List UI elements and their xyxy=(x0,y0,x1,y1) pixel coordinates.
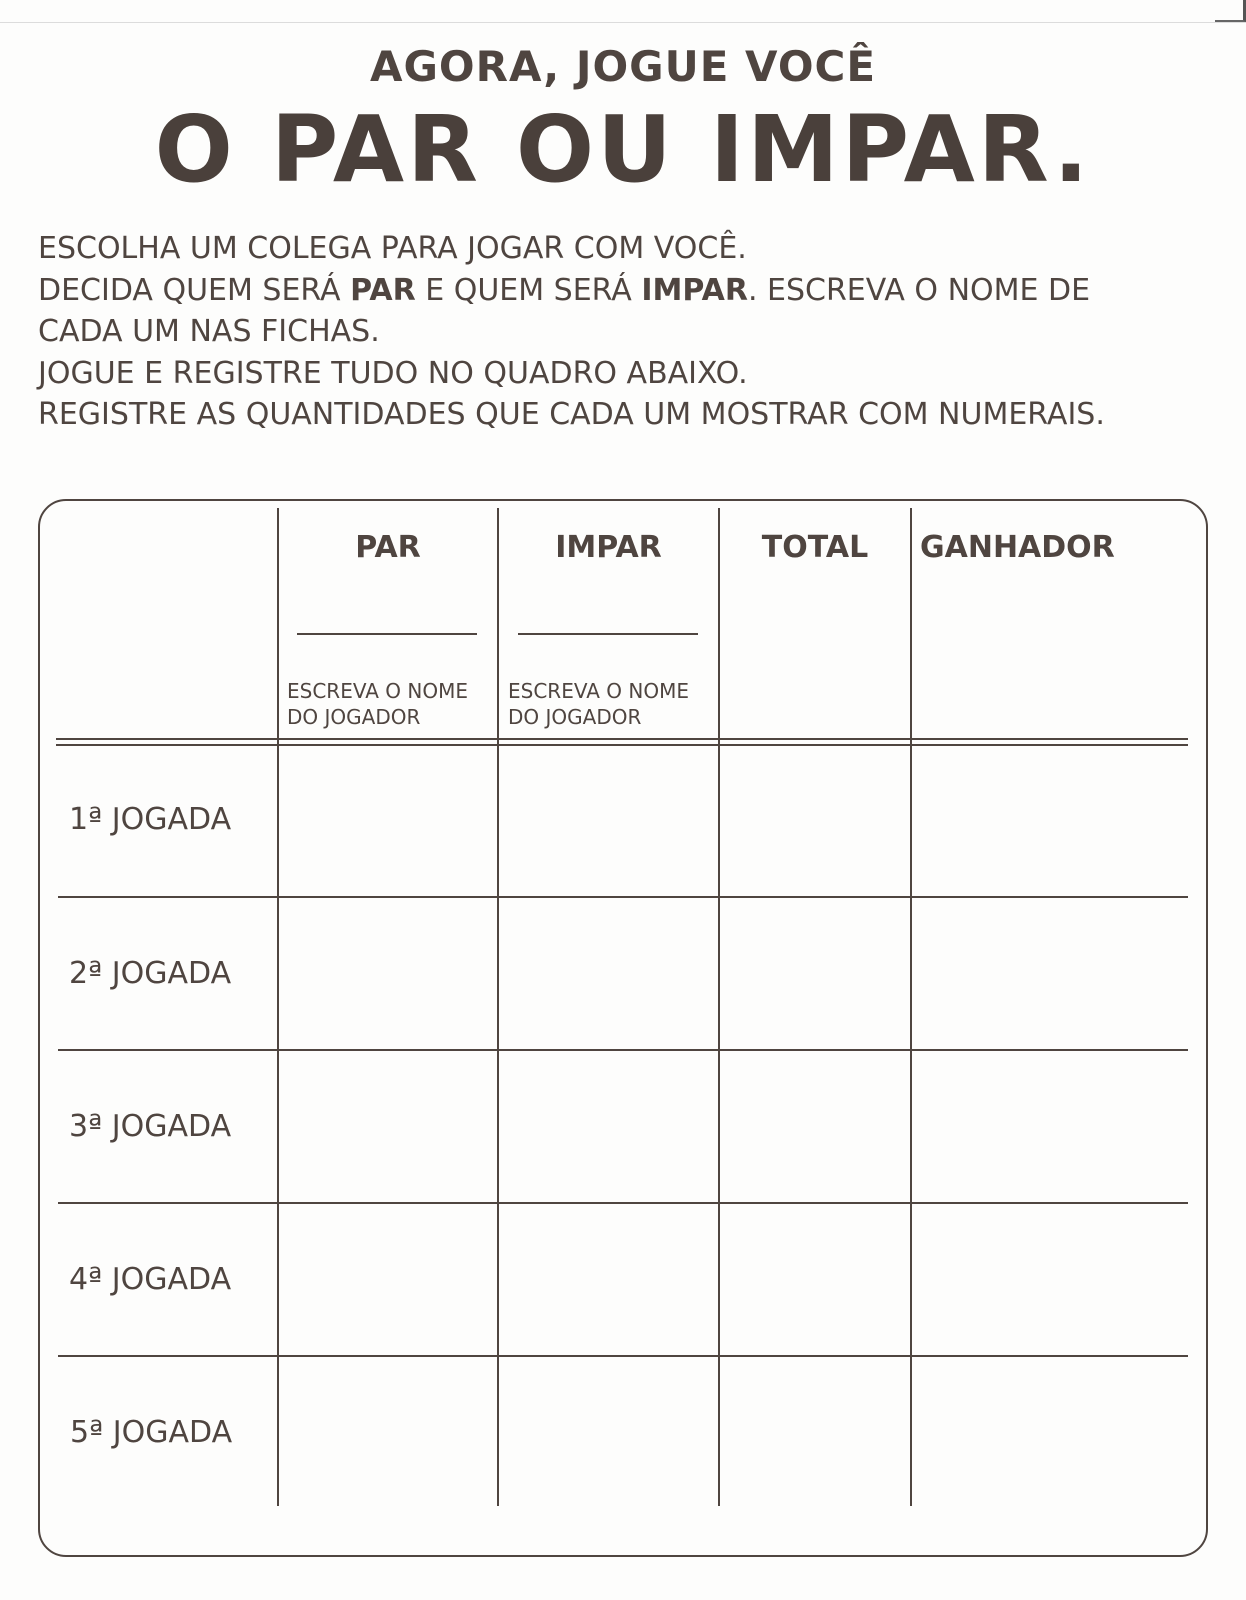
hint-line: DO JOGADOR xyxy=(508,705,642,729)
table-cell[interactable] xyxy=(720,746,909,895)
table-cell[interactable] xyxy=(279,1204,496,1354)
table-cell[interactable] xyxy=(912,1357,1188,1505)
instruction-line-3: CADA UM NAS FICHAS. xyxy=(38,314,380,349)
hint-line: ESCREVA O NOME xyxy=(508,679,689,703)
instruction-line-5: REGISTRE AS QUANTIDADES QUE CADA UM MOSTRAR COM NUMERAIS. xyxy=(38,397,1105,432)
instruction-text: . ESCREVA O NOME DE xyxy=(747,272,1091,308)
column-header-impar: IMPAR xyxy=(555,530,662,565)
column-header-total: TOTAL xyxy=(761,530,869,565)
table-cell[interactable] xyxy=(499,1204,717,1354)
table-cell[interactable] xyxy=(720,1357,909,1505)
row-label-jogada-2: 2ª JOGADA xyxy=(69,956,232,991)
instruction-line-4: JOGUE E REGISTRE TUDO NO QUADRO ABAIXO. xyxy=(38,355,748,391)
table-cell[interactable] xyxy=(499,746,717,895)
table-cell[interactable] xyxy=(279,898,496,1048)
table-cell[interactable] xyxy=(912,1204,1188,1354)
hint-line: DO JOGADOR xyxy=(287,705,421,729)
par-name-hint xyxy=(287,678,468,730)
table-cell[interactable] xyxy=(279,1357,496,1505)
table-cell[interactable] xyxy=(499,1051,717,1201)
table-cell[interactable] xyxy=(279,746,496,895)
table-cell[interactable] xyxy=(912,1051,1188,1201)
impar-name-hint xyxy=(508,678,689,730)
subtitle: AGORA, JOGUE VOCÊ xyxy=(369,42,877,91)
page-title: O PAR OU IMPAR. xyxy=(154,96,1092,203)
table-cell[interactable] xyxy=(279,1051,496,1201)
impar-player-name-field[interactable] xyxy=(518,633,698,635)
row-label-jogada-1: 1ª JOGADA xyxy=(69,802,232,837)
table-cell[interactable] xyxy=(720,898,909,1048)
column-header-ganhador: GANHADOR xyxy=(920,530,1115,565)
instruction-text: DECIDA QUEM SERÁ xyxy=(38,272,351,308)
row-label-jogada-4: 4ª JOGADA xyxy=(69,1262,232,1297)
table-cell[interactable] xyxy=(499,1357,717,1505)
table-cell[interactable] xyxy=(720,1051,909,1201)
instruction-line-1: ESCOLHA UM COLEGA PARA JOGAR COM VOCÊ. xyxy=(38,231,747,266)
table-cell[interactable] xyxy=(912,898,1188,1048)
impar-emphasis: IMPAR xyxy=(641,272,748,308)
row-label-jogada-3: 3ª JOGADA xyxy=(69,1109,232,1144)
table-cell[interactable] xyxy=(499,898,717,1048)
header-divider xyxy=(56,738,1188,740)
table-cell[interactable] xyxy=(912,746,1188,895)
instruction-text: E QUEM SERÁ xyxy=(415,272,642,308)
table-cell[interactable] xyxy=(720,1204,909,1354)
par-player-name-field[interactable] xyxy=(297,633,477,635)
hint-line: ESCREVA O NOME xyxy=(287,679,468,703)
column-header-par: PAR xyxy=(355,530,421,565)
par-emphasis: PAR xyxy=(350,272,416,308)
row-label-jogada-5: 5ª JOGADA xyxy=(70,1415,233,1450)
